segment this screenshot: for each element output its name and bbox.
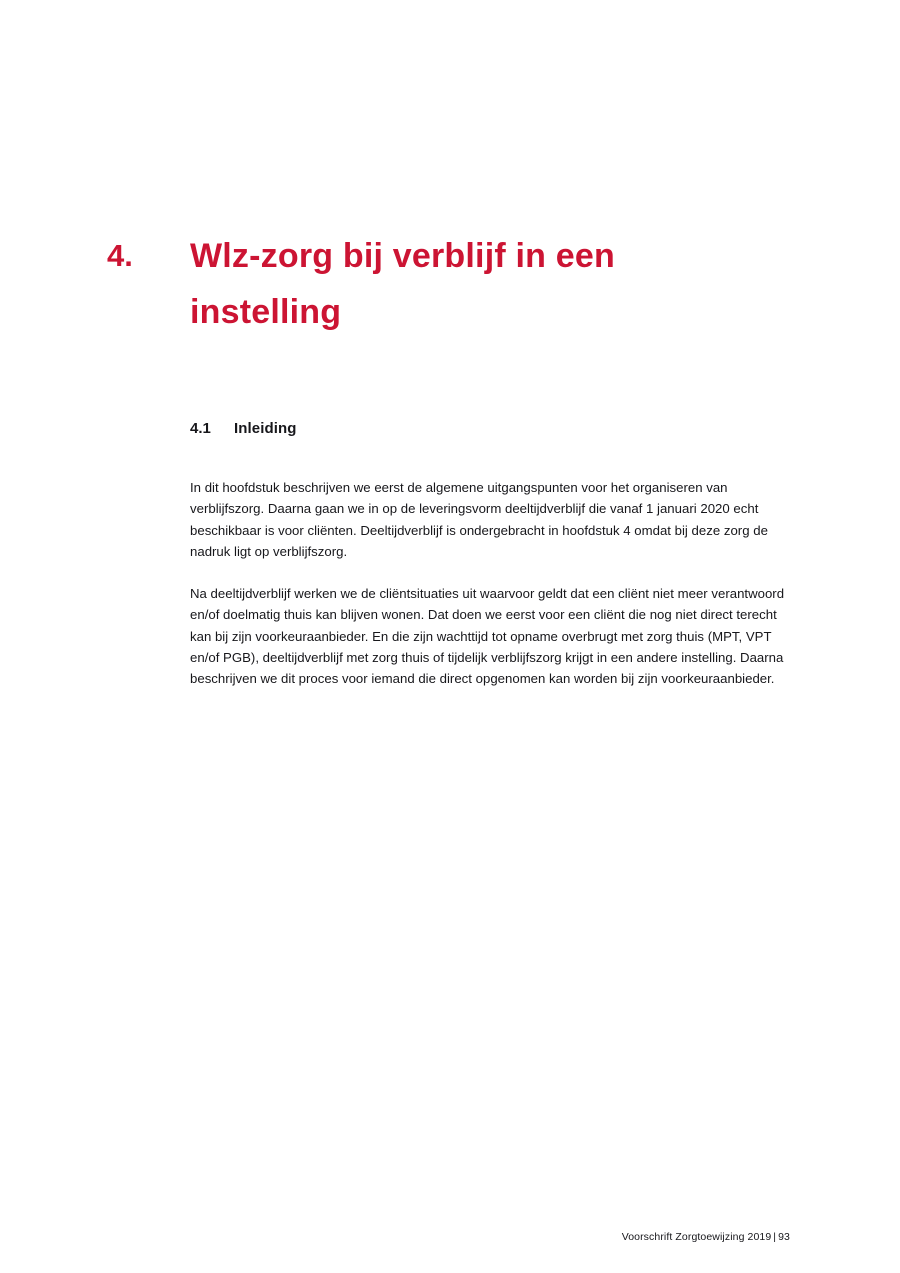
chapter-heading <box>0 228 900 340</box>
body-paragraph: In dit hoofdstuk beschrijven we eerst de algemene uitgangspunten voor het organiseren van verblijfszorg. Daarna gaan we in op de leveringsvorm deeltijdverblijf die vanaf 1 januari 2020 echt beschikbaar is voor cliënten. Deeltijdverblijf is ondergebracht in hoofdstuk 4 omdat bij deze zorg de nadruk ligt op verblijfszorg. <box>190 480 768 559</box>
footer-page-number: 93 <box>778 1231 790 1243</box>
section-heading <box>190 420 297 437</box>
section-number: 4.1 <box>190 420 211 437</box>
page-footer <box>622 1231 790 1243</box>
footer-separator: | <box>773 1231 777 1243</box>
body-paragraph: Na deeltijdverblijf werken we de cliëntsituaties uit waarvoor geldt dat een cliënt niet meer verantwoord en/of doelmatig thuis kan blijven wonen. Dat doen we eerst voor een cliënt die nog niet direct terecht kan bij zijn voorkeuraanbieder. En die zijn wachttijd tot opname overbrugt met zorg thuis (MPT, VPT en/of PGB), deeltijdverblijf met zorg thuis of tijdelijk verblijfszorg krijgt in een andere instelling. Daarna beschrijven we dit proces voor iemand die direct opgenomen kan worden bij zijn voorkeuraanbieder. <box>190 586 785 686</box>
section-title: Inleiding <box>234 420 297 437</box>
footer-title: Voorschrift Zorgtoewijzing 2019 <box>621 1231 772 1243</box>
chapter-number: 4. <box>107 238 133 273</box>
chapter-title: Wlz-zorg bij verblijf in een instelling <box>190 237 615 331</box>
